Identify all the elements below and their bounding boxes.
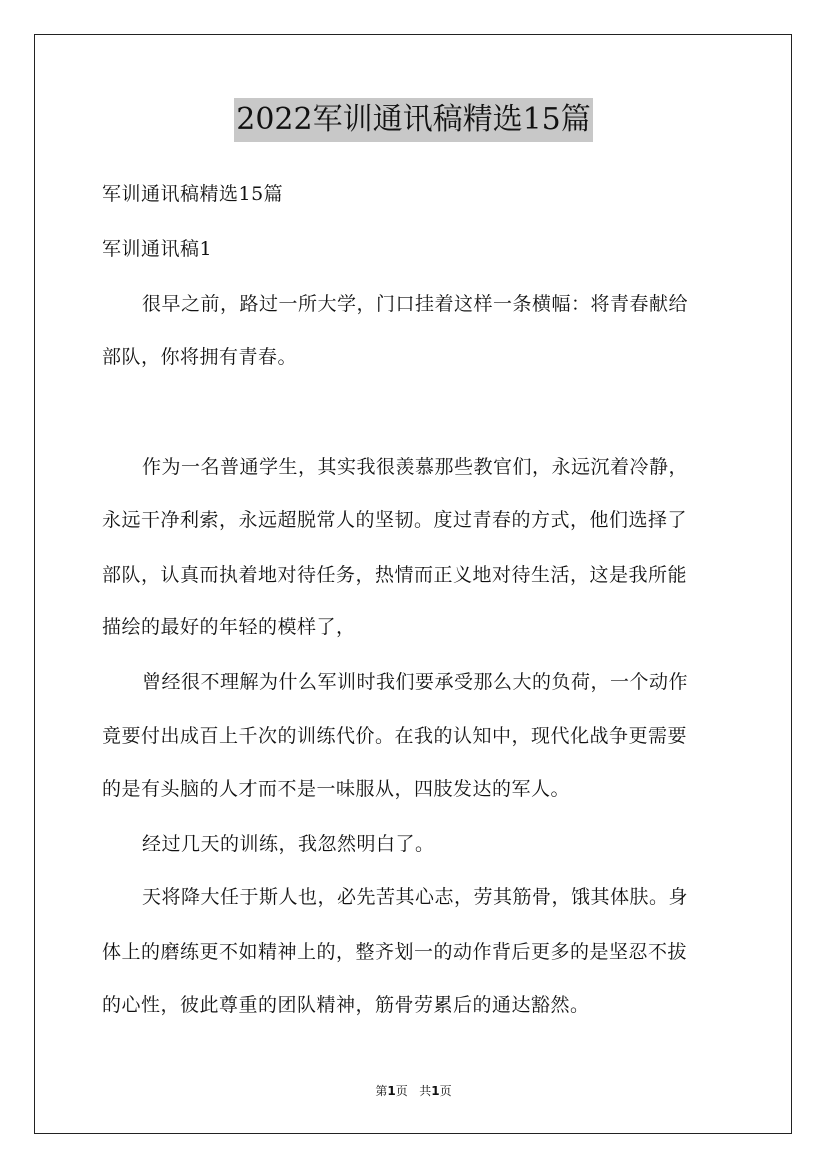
page-suffix: 页	[395, 1084, 408, 1098]
total-prefix: 共	[419, 1084, 432, 1098]
paragraph-5-line-2: 体上的磨练更不如精神上的，整齐划一的动作背后更多的是坚忍不拔	[102, 941, 688, 963]
document-title: 2022军训通讯稿精选15篇	[234, 98, 593, 142]
paragraph-1-line-1: 很早之前，路过一所大学，门口挂着这样一条横幅：将青春献给	[142, 293, 689, 315]
paragraph-3-line-2: 竟要付出成百上千次的训练代价。在我的认知中，现代化战争更需要	[102, 725, 688, 747]
paragraph-3-line-3: 的是有头脑的人才而不是一味服从，四肢发达的军人。	[102, 778, 571, 800]
page-current: 1	[387, 1084, 396, 1098]
paragraph-5-line-3: 的心性，彼此尊重的团队精神，筋骨劳累后的通达豁然。	[102, 994, 590, 1016]
paragraph-2-line-3: 部队，认真而执着地对待任务，热情而正义地对待生活，这是我所能	[102, 564, 688, 586]
document-subtitle: 军训通讯稿精选15篇	[102, 183, 284, 205]
section-heading: 军训通讯稿1	[102, 238, 213, 260]
paragraph-2-line-4: 描绘的最好的年轻的模样了，	[102, 616, 356, 638]
title-container	[0, 98, 827, 142]
paragraph-3-line-1: 曾经很不理解为什么军训时我们要承受那么大的负荷，一个动作	[142, 671, 689, 693]
paragraph-2-line-2: 永远干净利索，永远超脱常人的坚韧。度过青春的方式，他们选择了	[102, 509, 688, 531]
page-total: 1	[431, 1084, 440, 1098]
paragraph-5-line-1: 天将降大任于斯人也，必先苦其心志，劳其筋骨，饿其体肤。身	[142, 886, 689, 908]
page-footer	[0, 1083, 827, 1099]
paragraph-4-line-1: 经过几天的训练，我忽然明白了。	[142, 833, 435, 855]
paragraph-2-line-1: 作为一名普通学生，其实我很羡慕那些教官们，永远沉着冷静，	[142, 456, 689, 478]
total-suffix: 页	[439, 1084, 452, 1098]
paragraph-1-line-2: 部队，你将拥有青春。	[102, 346, 298, 368]
page-prefix: 第	[375, 1084, 388, 1098]
